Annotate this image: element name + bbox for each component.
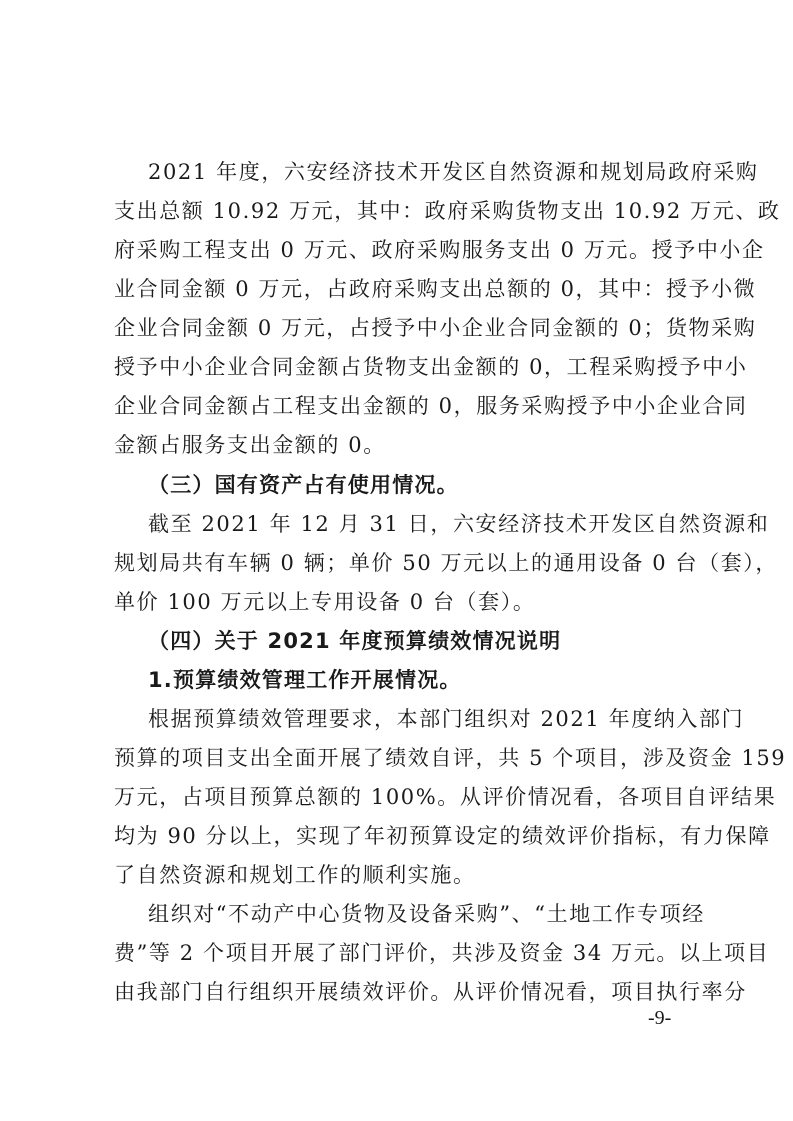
paragraph-line: 支出总额 10.92 万元，其中：政府采购货物支出 10.92 万元、政 (114, 199, 781, 223)
paragraph-line: 授予中小企业合同金额占货物支出金额的 0，工程采购授予中小 (114, 355, 748, 379)
paragraph-line: 了自然资源和规划工作的顺利实施。 (114, 863, 476, 887)
paragraph-line: 预算的项目支出全面开展了绩效自评，共 5 个项目，涉及资金 159 (114, 746, 787, 770)
paragraph-line: 均为 90 分以上，实现了年初预算设定的绩效评价指标，有力保障 (114, 824, 771, 848)
paragraph-line: 由我部门自行组织开展绩效评价。从评价情况看，项目执行率分 (114, 980, 747, 1004)
paragraph-line: 万元，占项目预算总额的 100%。从评价情况看，各项目自评结果 (114, 785, 777, 809)
paragraph-line: 企业合同金额占工程支出金额的 0，服务采购授予中小企业合同 (114, 394, 748, 418)
subsection-heading: 1.预算绩效管理工作开展情况。 (148, 668, 462, 692)
paragraph-line: 业合同金额 0 万元，占政府采购支出总额的 0，其中：授予小微 (114, 277, 757, 301)
paragraph-line: 费”等 2 个项目开展了部门评价，共涉及资金 34 万元。以上项目 (114, 941, 770, 965)
paragraph-line: 截至 2021 年 12 月 31 日，六安经济技术开发区自然资源和 (148, 512, 770, 536)
page-number: -9- (648, 1007, 672, 1029)
paragraph-line: 2021 年度，六安经济技术开发区自然资源和规划局政府采购 (148, 160, 759, 184)
paragraph-line: 单价 100 万元以上专用设备 0 台（套）。 (114, 590, 536, 614)
paragraph-line: 根据预算绩效管理要求，本部门组织对 2021 年度纳入部门 (148, 707, 745, 731)
paragraph-line: 府采购工程支出 0 万元、政府采购服务支出 0 万元。授予中小企 (114, 238, 765, 262)
paragraph-line: 企业合同金额 0 万元，占授予中小企业合同金额的 0；货物采购 (114, 316, 757, 340)
paragraph-line: 组织对“不动产中心货物及设备采购”、“土地工作专项经 (148, 902, 705, 926)
paragraph-line: 规划局共有车辆 0 辆；单价 50 万元以上的通用设备 0 台（套）， (114, 551, 778, 575)
paragraph-line: 金额占服务支出金额的 0。 (114, 433, 386, 457)
section-heading-4: （四）关于 2021 年度预算绩效情况说明 (148, 629, 562, 653)
section-heading-3: （三）国有资产占有使用情况。 (148, 473, 459, 497)
